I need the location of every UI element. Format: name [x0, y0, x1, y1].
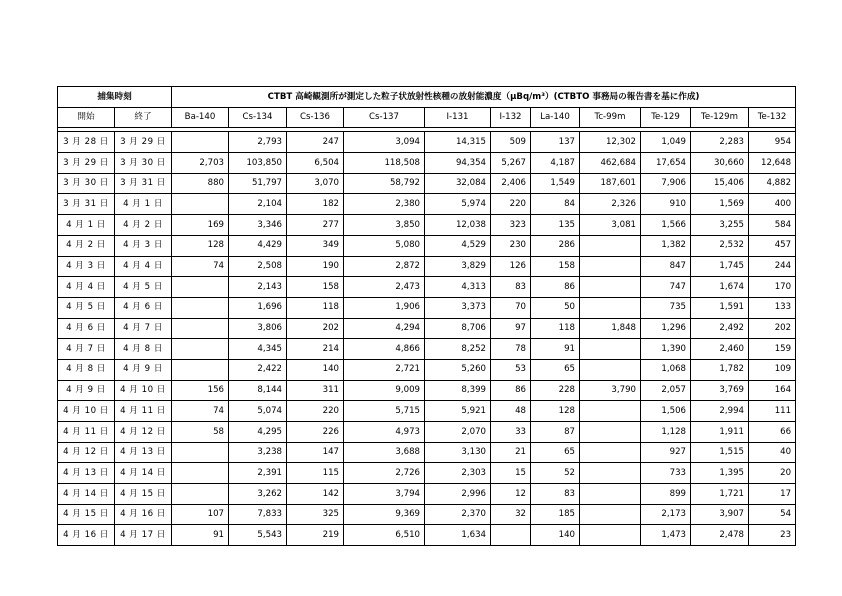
end-header: 終了 [115, 107, 172, 128]
end-date-cell: 4 月 5 日 [115, 277, 172, 298]
start-date-cell: 4 月 5 日 [58, 297, 115, 318]
value-cell: 86 [491, 380, 531, 401]
value-cell [580, 359, 641, 380]
table-row [58, 339, 796, 360]
value-cell: 1,591 [691, 297, 749, 318]
value-cell [580, 277, 641, 298]
start-date-cell: 4 月 3 日 [58, 256, 115, 277]
value-cell: 1,721 [691, 484, 749, 505]
value-cell [172, 484, 229, 505]
end-date-cell: 4 月 10 日 [115, 380, 172, 401]
value-cell: 226 [287, 422, 344, 443]
collection-time-header: 捕集時刻 [58, 87, 172, 108]
value-cell: 3,790 [580, 380, 641, 401]
value-cell: 70 [491, 297, 531, 318]
value-cell: 142 [287, 484, 344, 505]
value-cell: 52 [531, 463, 580, 484]
value-cell: 115 [287, 463, 344, 484]
value-cell: 2,994 [691, 401, 749, 422]
end-date-cell: 4 月 4 日 [115, 256, 172, 277]
value-cell: 1,634 [425, 525, 491, 546]
value-cell: 1,911 [691, 422, 749, 443]
value-cell: 2,380 [344, 194, 425, 215]
value-cell: 133 [749, 297, 796, 318]
value-cell: 1,296 [641, 318, 691, 339]
value-cell: 747 [641, 277, 691, 298]
end-date-cell: 4 月 13 日 [115, 442, 172, 463]
table-row [58, 318, 796, 339]
value-cell: 2,422 [229, 359, 287, 380]
value-cell: 109 [749, 359, 796, 380]
start-date-cell: 4 月 8 日 [58, 359, 115, 380]
start-header: 開始 [58, 107, 115, 128]
value-cell: 12 [491, 484, 531, 505]
nuclide-header: Cs-137 [344, 107, 425, 128]
value-cell: 1,049 [641, 132, 691, 153]
end-date-cell: 4 月 17 日 [115, 525, 172, 546]
table-row [58, 525, 796, 546]
value-cell: 107 [172, 504, 229, 525]
value-cell: 17 [749, 484, 796, 505]
value-cell: 1,745 [691, 256, 749, 277]
value-cell: 3,806 [229, 318, 287, 339]
value-cell [172, 442, 229, 463]
value-cell [172, 359, 229, 380]
value-cell: 4,295 [229, 422, 287, 443]
value-cell: 219 [287, 525, 344, 546]
table-row [58, 297, 796, 318]
value-cell: 21 [491, 442, 531, 463]
value-cell: 15 [491, 463, 531, 484]
value-cell: 2,460 [691, 339, 749, 360]
value-cell: 91 [172, 525, 229, 546]
value-cell: 277 [287, 215, 344, 236]
value-cell [580, 463, 641, 484]
value-cell: 1,569 [691, 194, 749, 215]
value-cell: 54 [749, 504, 796, 525]
value-cell: 1,395 [691, 463, 749, 484]
table-title-header: CTBT 高崎観測所が測定した粒子状放射性核種の放射能濃度（μBq/m³）(CTBTO 事務局の報告書を基に作成) [172, 87, 796, 108]
value-cell: 97 [491, 318, 531, 339]
end-date-cell: 4 月 6 日 [115, 297, 172, 318]
value-cell: 128 [531, 401, 580, 422]
value-cell: 4,294 [344, 318, 425, 339]
table-row [58, 359, 796, 380]
start-date-cell: 4 月 6 日 [58, 318, 115, 339]
table-row [58, 401, 796, 422]
value-cell: 584 [749, 215, 796, 236]
value-cell: 2,726 [344, 463, 425, 484]
table-row [58, 504, 796, 525]
value-cell: 9,009 [344, 380, 425, 401]
value-cell: 94,354 [425, 153, 491, 174]
value-cell: 17,654 [641, 153, 691, 174]
value-cell: 51,797 [229, 173, 287, 194]
value-cell: 4,866 [344, 339, 425, 360]
value-cell: 118 [531, 318, 580, 339]
value-cell: 65 [531, 442, 580, 463]
value-cell: 3,238 [229, 442, 287, 463]
value-cell: 147 [287, 442, 344, 463]
value-cell: 30,660 [691, 153, 749, 174]
value-cell: 66 [749, 422, 796, 443]
table-row [58, 422, 796, 443]
value-cell: 91 [531, 339, 580, 360]
value-cell: 847 [641, 256, 691, 277]
start-date-cell: 4 月 1 日 [58, 215, 115, 236]
value-cell: 8,706 [425, 318, 491, 339]
value-cell: 3,829 [425, 256, 491, 277]
value-cell: 5,543 [229, 525, 287, 546]
value-cell: 2,492 [691, 318, 749, 339]
value-cell [580, 442, 641, 463]
value-cell: 4,345 [229, 339, 287, 360]
value-cell: 12,302 [580, 132, 641, 153]
value-cell: 87 [531, 422, 580, 443]
value-cell: 169 [172, 215, 229, 236]
radioactivity-table [57, 86, 796, 546]
value-cell: 58,792 [344, 173, 425, 194]
value-cell: 220 [287, 401, 344, 422]
value-cell: 3,769 [691, 380, 749, 401]
value-cell: 1,696 [229, 297, 287, 318]
end-date-cell: 4 月 1 日 [115, 194, 172, 215]
value-cell: 2,872 [344, 256, 425, 277]
value-cell [580, 401, 641, 422]
value-cell [580, 504, 641, 525]
value-cell: 954 [749, 132, 796, 153]
value-cell: 33 [491, 422, 531, 443]
end-date-cell: 4 月 7 日 [115, 318, 172, 339]
nuclide-header: I-132 [491, 107, 531, 128]
table-body [58, 132, 796, 546]
table-row [58, 256, 796, 277]
start-date-cell: 3 月 29 日 [58, 153, 115, 174]
end-date-cell: 4 月 12 日 [115, 422, 172, 443]
value-cell: 910 [641, 194, 691, 215]
value-cell: 1,382 [641, 235, 691, 256]
value-cell: 118,508 [344, 153, 425, 174]
table-row [58, 380, 796, 401]
value-cell: 50 [531, 297, 580, 318]
value-cell: 4,313 [425, 277, 491, 298]
value-cell: 2,532 [691, 235, 749, 256]
value-cell: 190 [287, 256, 344, 277]
value-cell: 457 [749, 235, 796, 256]
nuclide-header: I-131 [425, 107, 491, 128]
start-date-cell: 4 月 2 日 [58, 235, 115, 256]
value-cell: 1,506 [641, 401, 691, 422]
value-cell: 509 [491, 132, 531, 153]
start-date-cell: 4 月 4 日 [58, 277, 115, 298]
end-date-cell: 3 月 29 日 [115, 132, 172, 153]
value-cell: 4,429 [229, 235, 287, 256]
value-cell: 159 [749, 339, 796, 360]
value-cell: 12,038 [425, 215, 491, 236]
nuclide-header: Te-129 [641, 107, 691, 128]
value-cell: 58 [172, 422, 229, 443]
value-cell: 6,510 [344, 525, 425, 546]
end-date-cell: 4 月 3 日 [115, 235, 172, 256]
value-cell [580, 422, 641, 443]
value-cell: 2,303 [425, 463, 491, 484]
value-cell: 156 [172, 380, 229, 401]
value-cell: 202 [287, 318, 344, 339]
value-cell: 170 [749, 277, 796, 298]
value-cell [580, 525, 641, 546]
table-row [58, 132, 796, 153]
start-date-cell: 4 月 11 日 [58, 422, 115, 443]
table-row [58, 235, 796, 256]
value-cell: 7,906 [641, 173, 691, 194]
nuclide-header: Cs-136 [287, 107, 344, 128]
value-cell: 3,255 [691, 215, 749, 236]
value-cell [580, 235, 641, 256]
value-cell: 158 [287, 277, 344, 298]
value-cell: 103,850 [229, 153, 287, 174]
table-row [58, 173, 796, 194]
nuclide-header: Cs-134 [229, 107, 287, 128]
value-cell: 230 [491, 235, 531, 256]
value-cell [172, 318, 229, 339]
start-date-cell: 4 月 9 日 [58, 380, 115, 401]
value-cell: 2,326 [580, 194, 641, 215]
value-cell: 2,391 [229, 463, 287, 484]
value-cell: 899 [641, 484, 691, 505]
value-cell: 3,794 [344, 484, 425, 505]
value-cell: 1,848 [580, 318, 641, 339]
end-date-cell: 4 月 14 日 [115, 463, 172, 484]
value-cell: 2,508 [229, 256, 287, 277]
end-date-cell: 4 月 2 日 [115, 215, 172, 236]
start-date-cell: 3 月 30 日 [58, 173, 115, 194]
value-cell [580, 339, 641, 360]
value-cell: 462,684 [580, 153, 641, 174]
value-cell: 4,187 [531, 153, 580, 174]
value-cell: 164 [749, 380, 796, 401]
value-cell: 5,921 [425, 401, 491, 422]
value-cell: 84 [531, 194, 580, 215]
value-cell: 78 [491, 339, 531, 360]
value-cell: 349 [287, 235, 344, 256]
start-date-cell: 4 月 12 日 [58, 442, 115, 463]
value-cell: 1,549 [531, 173, 580, 194]
value-cell: 140 [287, 359, 344, 380]
table-row [58, 277, 796, 298]
value-cell: 8,399 [425, 380, 491, 401]
value-cell: 2,721 [344, 359, 425, 380]
value-cell: 2,793 [229, 132, 287, 153]
value-cell: 15,406 [691, 173, 749, 194]
value-cell: 1,473 [641, 525, 691, 546]
start-date-cell: 3 月 28 日 [58, 132, 115, 153]
value-cell: 12,648 [749, 153, 796, 174]
start-date-cell: 4 月 13 日 [58, 463, 115, 484]
value-cell: 323 [491, 215, 531, 236]
value-cell: 40 [749, 442, 796, 463]
end-date-cell: 3 月 30 日 [115, 153, 172, 174]
header-row-columns [58, 107, 796, 128]
end-date-cell: 3 月 31 日 [115, 173, 172, 194]
value-cell: 2,406 [491, 173, 531, 194]
value-cell [172, 132, 229, 153]
value-cell: 1,782 [691, 359, 749, 380]
value-cell: 118 [287, 297, 344, 318]
value-cell: 2,173 [641, 504, 691, 525]
value-cell: 187,601 [580, 173, 641, 194]
value-cell: 2,057 [641, 380, 691, 401]
value-cell: 185 [531, 504, 580, 525]
value-cell: 128 [172, 235, 229, 256]
table-row [58, 463, 796, 484]
value-cell: 220 [491, 194, 531, 215]
value-cell: 135 [531, 215, 580, 236]
value-cell: 5,074 [229, 401, 287, 422]
start-date-cell: 3 月 31 日 [58, 194, 115, 215]
value-cell: 4,529 [425, 235, 491, 256]
value-cell: 1,390 [641, 339, 691, 360]
value-cell: 3,850 [344, 215, 425, 236]
value-cell: 3,070 [287, 173, 344, 194]
value-cell: 1,515 [691, 442, 749, 463]
value-cell: 2,370 [425, 504, 491, 525]
value-cell: 7,833 [229, 504, 287, 525]
value-cell: 158 [531, 256, 580, 277]
value-cell: 5,080 [344, 235, 425, 256]
value-cell: 202 [749, 318, 796, 339]
value-cell: 244 [749, 256, 796, 277]
value-cell: 5,974 [425, 194, 491, 215]
value-cell: 325 [287, 504, 344, 525]
value-cell: 2,070 [425, 422, 491, 443]
value-cell: 74 [172, 401, 229, 422]
start-date-cell: 4 月 10 日 [58, 401, 115, 422]
value-cell: 1,906 [344, 297, 425, 318]
start-date-cell: 4 月 16 日 [58, 525, 115, 546]
nuclide-header: Tc-99m [580, 107, 641, 128]
value-cell: 20 [749, 463, 796, 484]
value-cell [172, 277, 229, 298]
value-cell: 880 [172, 173, 229, 194]
value-cell: 2,703 [172, 153, 229, 174]
value-cell: 140 [531, 525, 580, 546]
value-cell: 65 [531, 359, 580, 380]
value-cell: 1,566 [641, 215, 691, 236]
start-date-cell: 4 月 15 日 [58, 504, 115, 525]
header-row-group [58, 87, 796, 108]
value-cell: 182 [287, 194, 344, 215]
end-date-cell: 4 月 9 日 [115, 359, 172, 380]
value-cell: 2,996 [425, 484, 491, 505]
value-cell: 32,084 [425, 173, 491, 194]
value-cell: 137 [531, 132, 580, 153]
value-cell: 32 [491, 504, 531, 525]
value-cell: 14,315 [425, 132, 491, 153]
value-cell [172, 463, 229, 484]
value-cell [580, 297, 641, 318]
value-cell: 23 [749, 525, 796, 546]
table-row [58, 484, 796, 505]
value-cell: 2,283 [691, 132, 749, 153]
value-cell: 3,688 [344, 442, 425, 463]
value-cell: 247 [287, 132, 344, 153]
value-cell: 86 [531, 277, 580, 298]
value-cell: 286 [531, 235, 580, 256]
value-cell: 1,128 [641, 422, 691, 443]
value-cell: 1,068 [641, 359, 691, 380]
value-cell: 9,369 [344, 504, 425, 525]
value-cell: 1,674 [691, 277, 749, 298]
value-cell: 5,267 [491, 153, 531, 174]
value-cell: 8,144 [229, 380, 287, 401]
value-cell [491, 525, 531, 546]
value-cell: 2,104 [229, 194, 287, 215]
table-row [58, 215, 796, 236]
value-cell: 83 [491, 277, 531, 298]
value-cell: 5,715 [344, 401, 425, 422]
value-cell: 8,252 [425, 339, 491, 360]
value-cell [580, 484, 641, 505]
end-date-cell: 4 月 16 日 [115, 504, 172, 525]
start-date-cell: 4 月 14 日 [58, 484, 115, 505]
end-date-cell: 4 月 8 日 [115, 339, 172, 360]
value-cell: 3,081 [580, 215, 641, 236]
value-cell: 4,882 [749, 173, 796, 194]
value-cell [172, 194, 229, 215]
value-cell: 111 [749, 401, 796, 422]
value-cell: 400 [749, 194, 796, 215]
value-cell: 228 [531, 380, 580, 401]
nuclide-header: Te-129m [691, 107, 749, 128]
value-cell: 311 [287, 380, 344, 401]
value-cell: 53 [491, 359, 531, 380]
nuclide-header: La-140 [531, 107, 580, 128]
value-cell: 2,478 [691, 525, 749, 546]
value-cell: 3,130 [425, 442, 491, 463]
value-cell: 3,907 [691, 504, 749, 525]
value-cell [172, 297, 229, 318]
end-date-cell: 4 月 11 日 [115, 401, 172, 422]
value-cell: 5,260 [425, 359, 491, 380]
value-cell: 214 [287, 339, 344, 360]
value-cell: 735 [641, 297, 691, 318]
value-cell [580, 256, 641, 277]
value-cell: 126 [491, 256, 531, 277]
value-cell: 4,973 [344, 422, 425, 443]
value-cell: 3,373 [425, 297, 491, 318]
table-row [58, 442, 796, 463]
value-cell: 74 [172, 256, 229, 277]
value-cell: 48 [491, 401, 531, 422]
table-row [58, 194, 796, 215]
value-cell [172, 339, 229, 360]
nuclide-header: Te-132 [749, 107, 796, 128]
value-cell: 83 [531, 484, 580, 505]
value-cell: 6,504 [287, 153, 344, 174]
start-date-cell: 4 月 7 日 [58, 339, 115, 360]
nuclide-header: Ba-140 [172, 107, 229, 128]
value-cell: 2,473 [344, 277, 425, 298]
value-cell: 3,346 [229, 215, 287, 236]
end-date-cell: 4 月 15 日 [115, 484, 172, 505]
value-cell: 927 [641, 442, 691, 463]
value-cell: 3,094 [344, 132, 425, 153]
value-cell: 3,262 [229, 484, 287, 505]
table-row [58, 153, 796, 174]
value-cell: 2,143 [229, 277, 287, 298]
value-cell: 733 [641, 463, 691, 484]
